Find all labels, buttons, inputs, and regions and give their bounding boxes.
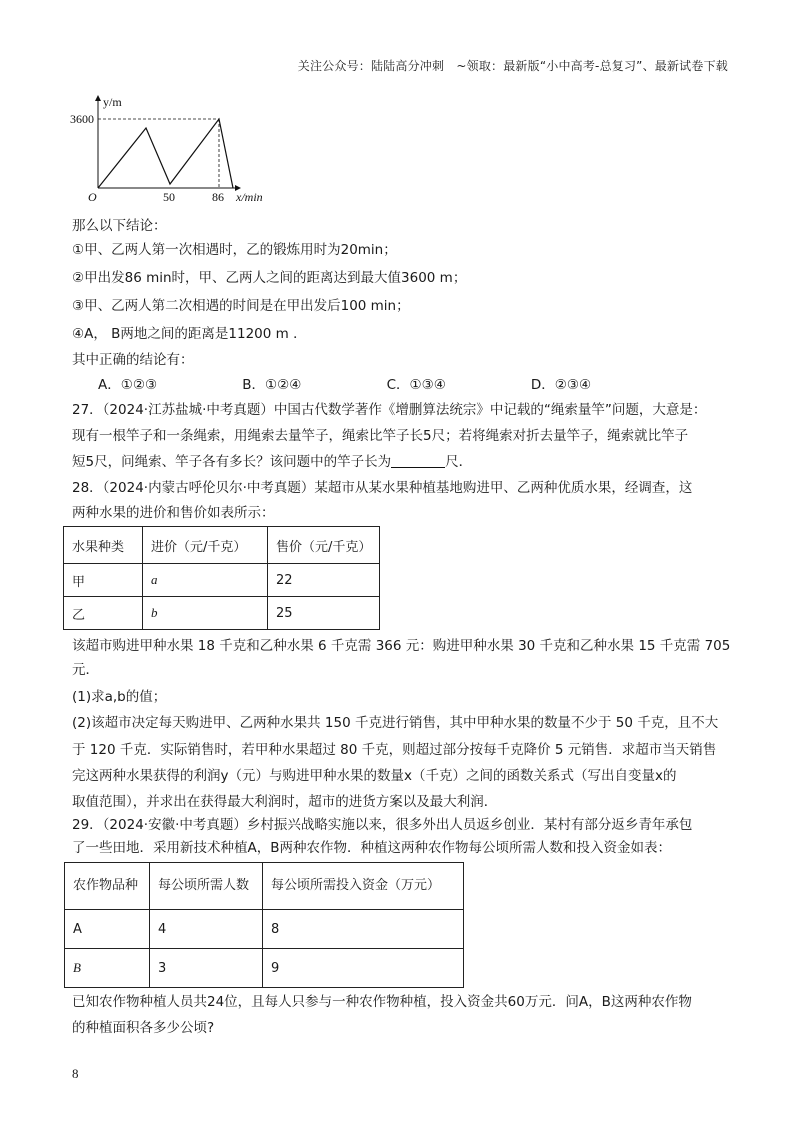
table-header-cell: 水果种类	[64, 527, 143, 564]
q26-option-c[interactable]: C．①③④	[386, 377, 446, 393]
table-cell: 22	[268, 564, 380, 597]
q27-line3	[72, 452, 472, 472]
q26-conclusion-3: ③甲、乙两人第二次相遇的时间是在甲出发后100 min；	[72, 298, 410, 314]
table-cell: b	[143, 597, 268, 630]
q29-after2: 的种植面积各多少公顷?	[72, 1020, 215, 1036]
table-cell: 8	[263, 910, 464, 949]
q29-line2: 了一些田地．采用新技术种植A，B两种农作物．种植这两种农作物每公顷所需人数和投入资金如表：	[72, 840, 671, 856]
q26-conclusion-1: ①甲、乙两人第一次相遇时，乙的锻炼用时为20min；	[72, 242, 397, 258]
table-cell: 乙	[64, 597, 143, 630]
distance-time-graph	[70, 90, 290, 210]
x-tick-86: 86	[212, 190, 224, 204]
table-cell: a	[143, 564, 268, 597]
q28-part2-line4: 取值范围），并求出在获得最大利润时，超市的进货方案以及最大利润．	[72, 794, 498, 810]
q27-answer-blank[interactable]	[391, 453, 445, 468]
q28-after2: 元．	[72, 662, 99, 678]
table-cell: 4	[150, 910, 263, 949]
q26-conclusion-2: ②甲出发86 min时，甲、乙两人之间的距离达到最大值3600 m；	[72, 270, 467, 286]
graph-line	[98, 119, 233, 188]
table-header-cell: 每公顷所需人数	[150, 863, 263, 910]
table-cell: A	[65, 910, 150, 949]
q27-line1: 27．（2024·江苏盐城·中考真题）中国古代数学著作《增删算法统宗》中记载的“绳索量竿”问题，大意是：	[72, 402, 707, 418]
page-number: 8	[72, 1066, 79, 1081]
q28-part2-line3: 完这两种水果获得的利润y（元）与购进甲种水果的数量x（千克）之间的函数关系式（写出自变量x的	[72, 768, 677, 784]
table-header-row	[64, 527, 380, 564]
table-header-cell: 每公顷所需投入资金（万元）	[263, 863, 464, 910]
crop-table	[64, 862, 464, 988]
y-axis-label: y/m	[103, 95, 122, 109]
x-tick-50: 50	[163, 190, 175, 204]
table-cell: 9	[263, 949, 464, 988]
q26-option-a[interactable]: A．①②③	[98, 377, 158, 393]
y-tick-3600: 3600	[70, 112, 94, 126]
q26-intro: 那么以下结论：	[72, 218, 167, 234]
table-row	[64, 564, 380, 597]
q26-conclusion-4: ④A， B两地之间的距离是11200 m ．	[72, 326, 307, 342]
q27-line3-pre: 短5尺，问绳索、竿子各有多长？该问题中的竿子长为	[72, 454, 392, 470]
origin-label: O	[88, 190, 97, 204]
q29-line1: 29．（2024·安徽·中考真题）乡村振兴战略实施以来，很多外出人员返乡创业．某村有部分返乡青年承包	[72, 817, 693, 833]
table-cell: 甲	[64, 564, 143, 597]
table-cell: B	[65, 949, 150, 988]
table-header-cell: 农作物品种	[65, 863, 150, 910]
table-header-cell: 售价（元/千克）	[268, 527, 380, 564]
fruit-price-table	[63, 526, 380, 630]
q29-after1: 已知农作物种植人员共24位，且每人只参与一种农作物种植，投入资金共60万元．问A，B这两种农作物	[72, 994, 692, 1010]
table-header-cell: 进价（元/千克）	[143, 527, 268, 564]
q28-after1: 该超市购进甲种水果 18 千克和乙种水果 6 千克需 366 元：购进甲种水果 30 千克和乙种水果 15 千克需 705	[72, 638, 731, 654]
q28-line2: 两种水果的进价和售价如表所示：	[72, 505, 275, 521]
q26-question: 其中正确的结论有：	[72, 352, 194, 368]
q27-line3-post: 尺．	[445, 454, 473, 470]
table-row	[65, 910, 464, 949]
q28-line1: 28．（2024·内蒙古呼伦贝尔·中考真题）某超市从某水果种植基地购进甲、乙两种优质水果，经调查，这	[72, 480, 693, 496]
table-cell: 25	[268, 597, 380, 630]
q26-option-d[interactable]: D．②③④	[530, 377, 592, 393]
q28-part2-line1: (2)该超市决定每天购进甲、乙两种水果共 150 千克进行销售，其中甲种水果的数量不少于 50 千克，且不大	[72, 715, 719, 731]
table-row	[65, 949, 464, 988]
page-header: 关注公众号：陆陆高分冲刺 ~领取：最新版“小中高考-总复习”、最新试卷下载	[297, 59, 728, 73]
q28-part2-line2: 于 120 千克．实际销售时，若甲种水果超过 80 千克，则超过部分按每千克降价 5 元销售．求超市当天销售	[72, 742, 717, 758]
q28-part1: (1)求a,b的值；	[72, 689, 167, 705]
table-row	[64, 597, 380, 630]
q26-options	[98, 373, 718, 393]
table-header-row	[65, 863, 464, 910]
x-axis-label: x/min	[236, 190, 263, 204]
q26-option-b[interactable]: B．①②④	[242, 377, 302, 393]
table-cell: 3	[150, 949, 263, 988]
q27-line2: 现有一根竿子和一条绳索，用绳索去量竿子，绳索比竿子长5尺；若将绳索对折去量竿子，绳索就比竿子	[72, 428, 689, 444]
